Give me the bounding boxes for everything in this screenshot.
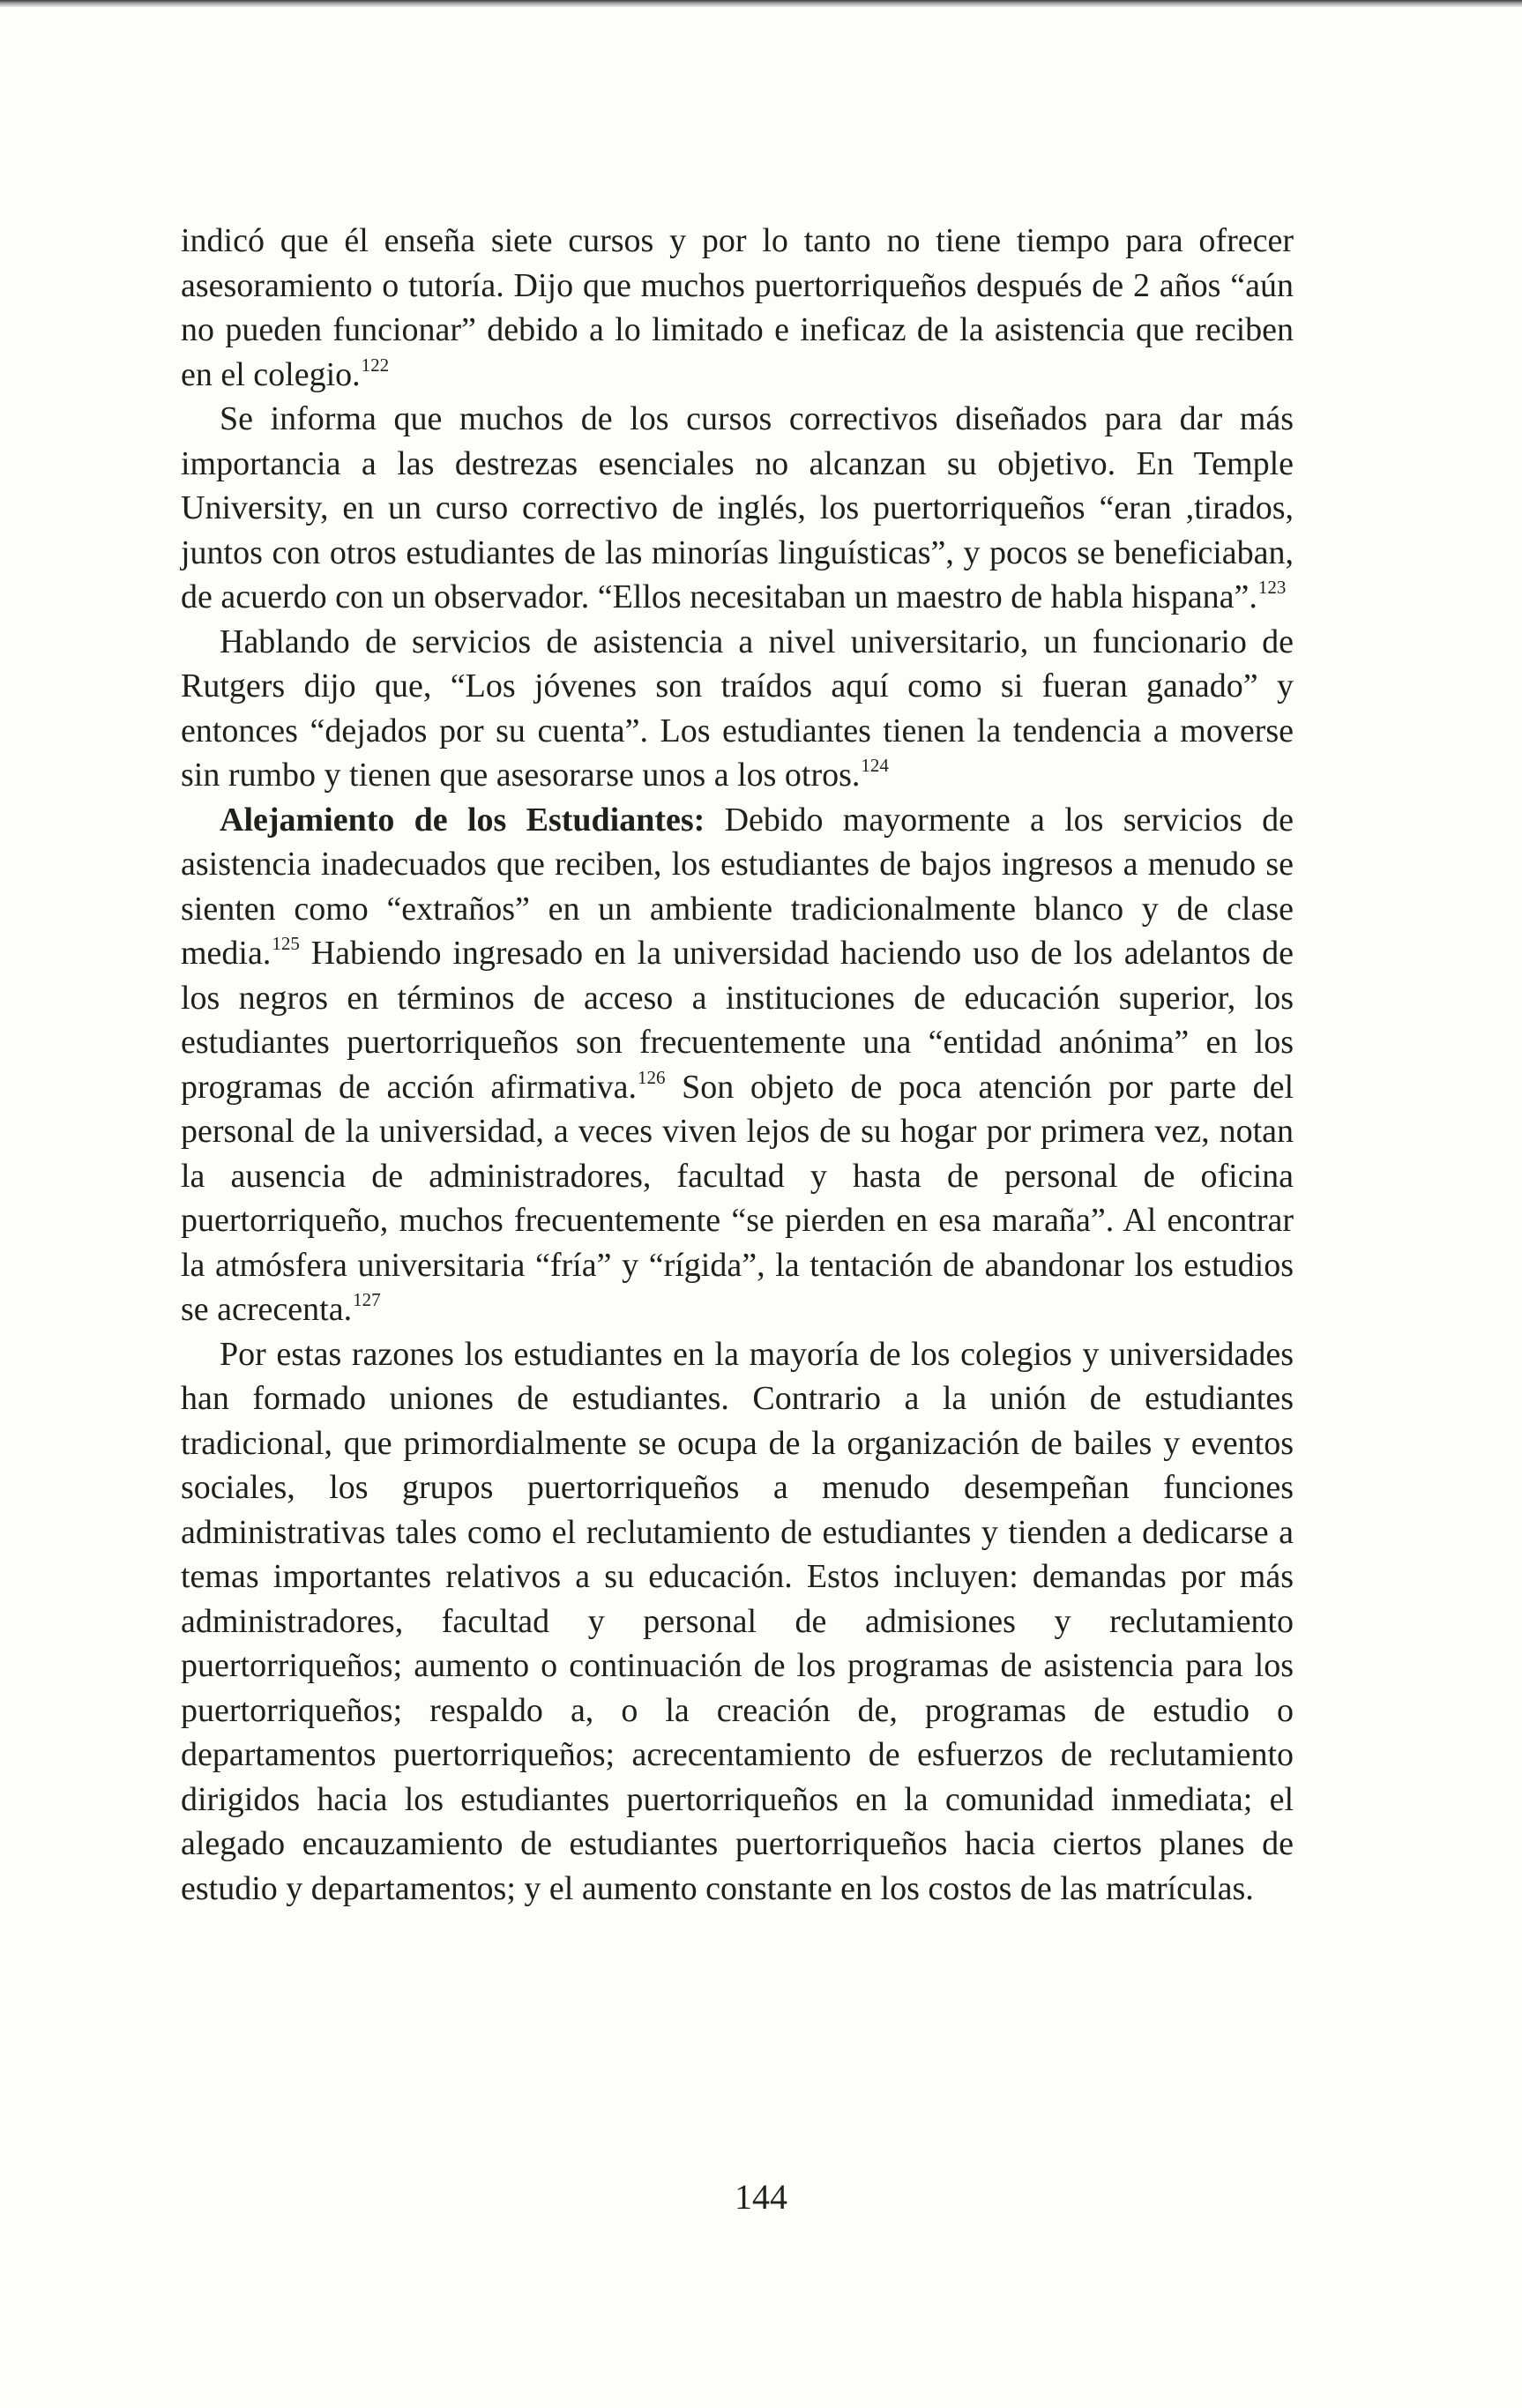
paragraph-4 bbox=[181, 798, 1294, 1332]
paragraph-text: Por estas razones los estudiantes en la mayoría de los colegios y universidades han formado uniones de estudiantes. Contrario a la unión de estudiantes tradicional, que primordialmente se ocupa de la organización de bailes y eventos sociales, los grupos puertorriqueños a menudo desempeñan funciones administrativas tales como el reclutamiento de estudiantes y tienden a dedicarse a temas importantes relativos a su educación. Estos incluyen: demandas por más administradores, facultad y personal de admisiones y reclutamiento puertorriqueños; aumento o continuación de los programas de asistencia para los puertorriqueños; respaldo a, o la creación de, programas de estudio o departamentos puertorriqueños; acrecentamiento de esfuerzos de reclutamiento dirigidos hacia los estudiantes puertorriqueños en la comunidad inmediata; el alegado encauzamiento de estudiantes puertorriqueños hacia ciertos planes de estudio y departamentos; y el aumento constante en los costos de las matrículas. bbox=[181, 1335, 1294, 1907]
footnote-ref-122: 122 bbox=[361, 354, 390, 376]
scan-top-edge bbox=[0, 0, 1522, 7]
paragraph-text: indicó que él enseña siete cursos y por lo tanto no tiene tiempo para ofrecer asesoramiento o tutoría. Dijo que muchos puertorriqueños después de 2 años “aún no pueden funcionar” debido a lo limitado e ineficaz de la asistencia que reciben en el colegio. bbox=[181, 222, 1294, 393]
paragraph-2 bbox=[181, 397, 1294, 620]
paragraph-3 bbox=[181, 620, 1294, 798]
footnote-ref-126: 126 bbox=[637, 1066, 666, 1088]
footnote-ref-125: 125 bbox=[272, 933, 300, 955]
footnote-ref-124: 124 bbox=[861, 755, 889, 777]
paragraph-5 bbox=[181, 1332, 1294, 1912]
paragraph-text: Habiendo ingresado en la universidad haciendo uso de los adelantos de los negros en términos de acceso a instituciones de educación superior, los estudiantes puertorriqueños son frecuentemente una “entidad anónima” en los programas de acción afirmativa. bbox=[181, 935, 1294, 1106]
paragraph-1 bbox=[181, 219, 1294, 397]
footnote-ref-123: 123 bbox=[1257, 577, 1287, 599]
footnote-ref-127: 127 bbox=[353, 1289, 381, 1311]
page-number: 144 bbox=[735, 2177, 787, 2217]
paragraph-text: Debido mayormente a los servicios de asistencia inadecuados que reciben, los estudiantes de bajos ingresos a menudo se sienten como “extraños” en un ambiente tradicionalmente blanco y de clase media. bbox=[181, 801, 1294, 972]
paragraph-text: Son objeto de poca atención por parte del personal de la universidad, a veces viven lejos de su hogar por primera vez, notan la ausencia de administradores, facultad y hasta de personal de oficina puertorriqueño, muchos frecuentemente “se pierden en esa maraña”. Al encontrar la atmósfera universitaria “fría” y “rígida”, la tentación de abandonar los estudios se acrecenta. bbox=[181, 1068, 1294, 1328]
paragraph-text: Hablando de servicios de asistencia a nivel universitario, un funcionario de Rutgers dijo que, “Los jóvenes son traídos aquí como si fueran ganado” y entonces “dejados por su cuenta”. Los estudiantes tienen la tendencia a moverse sin rumbo y tienen que asesorarse unos a los otros. bbox=[181, 623, 1294, 794]
body-text bbox=[181, 219, 1294, 1911]
section-heading: Alejamiento de los Estudiantes: bbox=[220, 801, 705, 839]
paragraph-text: Se informa que muchos de los cursos correctivos diseñados para dar más importancia a las destrezas esenciales no alcanzan su objetivo. En Temple University, en un curso correctivo de inglés, los puertorriqueños “eran ,tirados, juntos con otros estudiantes de las minorías linguísticas”, y pocos se beneficiaban, de acuerdo con un observador. “Ellos necesitaban un maestro de habla hispana”. bbox=[181, 400, 1294, 615]
